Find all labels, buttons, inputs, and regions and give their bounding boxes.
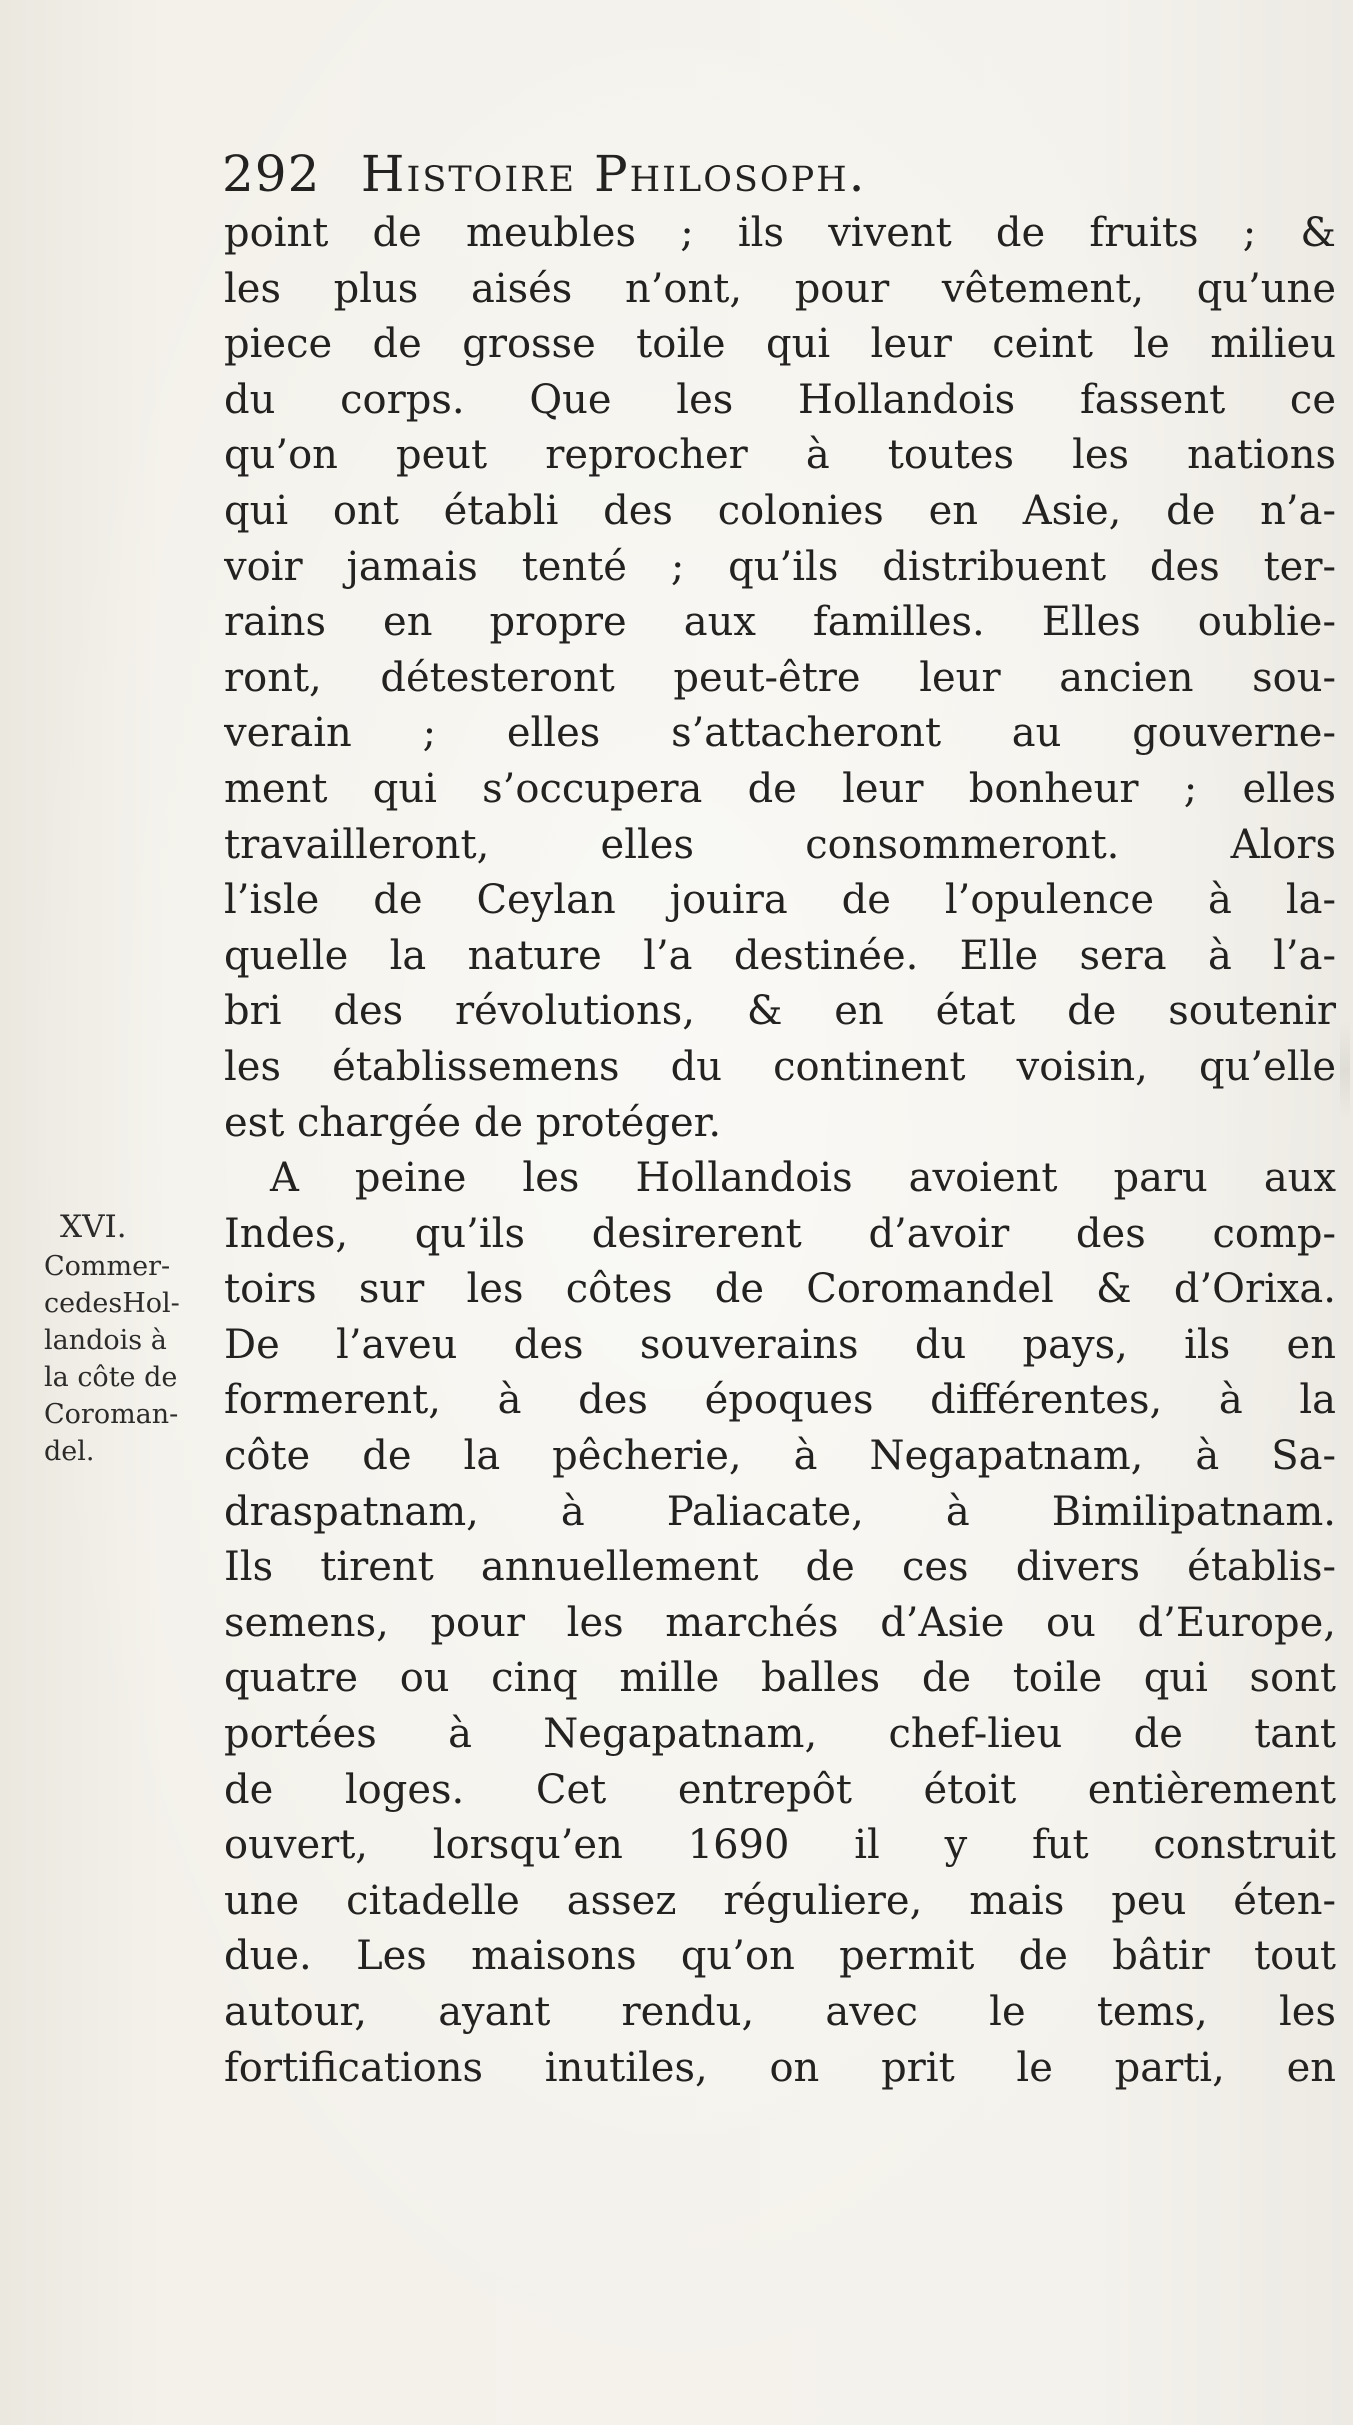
margin-note-line: cedesHol-	[44, 1288, 180, 1319]
paper-edge-shadow	[1340, 1020, 1350, 1120]
text-line: travailleront, elles consommeront. Alors	[224, 821, 1336, 868]
text-line: piece de grosse toile qui leur ceint le milieu	[224, 321, 1336, 368]
text-line: draspatnam, à Paliacate, à Bimilipatnam.	[224, 1488, 1336, 1535]
margin-note	[44, 1206, 224, 1470]
text-line: voir jamais tenté ; qu’ils distribuent des ter-	[224, 543, 1336, 590]
text-line: Ils tirent annuellement de ces divers établis-	[224, 1544, 1336, 1591]
text-line: semens, pour les marchés d’Asie ou d’Europe,	[224, 1599, 1336, 1646]
text-line: due. Les maisons qu’on permit de bâtir tout	[224, 1933, 1336, 1980]
margin-note-line: Coroman-	[44, 1399, 179, 1430]
text-line: ment qui s’occupera de leur bonheur ; elles	[224, 765, 1336, 812]
text-line: quelle la nature l’a destinée. Elle sera à l’a-	[224, 932, 1336, 979]
text-line: rains en propre aux familles. Elles oublie-	[224, 599, 1336, 646]
text-line: une citadelle assez réguliere, mais peu éten-	[224, 1877, 1336, 1924]
margin-note-line: del.	[44, 1436, 95, 1467]
text-line: toirs sur les côtes de Coromandel & d’Orixa.	[224, 1266, 1336, 1313]
text-line: De l’aveu des souverains du pays, ils en	[224, 1321, 1336, 1368]
running-title: Histoire Philosoph.	[360, 145, 867, 203]
text-line: qui ont établi des colonies en Asie, de n’a-	[224, 487, 1336, 534]
text-line: du corps. Que les Hollandois fassent ce	[224, 376, 1336, 423]
text-line: les plus aisés n’ont, pour vêtement, qu’une	[224, 265, 1336, 312]
text-line: l’isle de Ceylan jouira de l’opulence à la-	[224, 877, 1336, 924]
text-line: ouvert, lorsqu’en 1690 il y fut construit	[224, 1822, 1336, 1869]
text-line: verain ; elles s’attacheront au gouverne-	[224, 710, 1336, 757]
text-line: côte de la pêcherie, à Negapatnam, à Sa-	[224, 1433, 1336, 1480]
text-line: portées à Negapatnam, chef-lieu de tant	[224, 1711, 1336, 1758]
running-header	[222, 142, 1242, 206]
text-line: qu’on peut reprocher à toutes les nations	[224, 432, 1336, 479]
text-line: fortifications inutiles, on prit le parti, en	[224, 2044, 1336, 2091]
margin-note-line: Commer-	[44, 1251, 171, 1282]
text-line: autour, ayant rendu, avec le tems, les	[224, 1989, 1336, 2035]
text-line: Indes, qu’ils desirerent d’avoir des comp-	[224, 1210, 1336, 1257]
paragraph-start-line: A peine les Hollandois avoient paru aux	[270, 1155, 1336, 1202]
paragraph-end-line: est chargée de protéger.	[224, 1099, 722, 1146]
margin-note-line: landois à	[44, 1325, 167, 1356]
margin-note-line: la côte de	[44, 1362, 178, 1393]
body-text	[224, 206, 1336, 2096]
text-line: quatre ou cinq mille balles de toile qui sont	[224, 1655, 1336, 1702]
text-line: de loges. Cet entrepôt étoit entièrement	[224, 1766, 1336, 1813]
text-line: bri des révolutions, & en état de soutenir	[224, 988, 1336, 1035]
margin-note-heading: XVI.	[60, 1209, 127, 1245]
text-line: point de meubles ; ils vivent de fruits ; &	[224, 210, 1336, 256]
text-line: formerent, à des époques différentes, à la	[224, 1377, 1336, 1424]
text-line: les établissemens du continent voisin, qu’elle	[224, 1043, 1336, 1090]
text-line: ront, détesteront peut-être leur ancien sou-	[224, 654, 1336, 701]
page-number: 292	[222, 145, 321, 203]
